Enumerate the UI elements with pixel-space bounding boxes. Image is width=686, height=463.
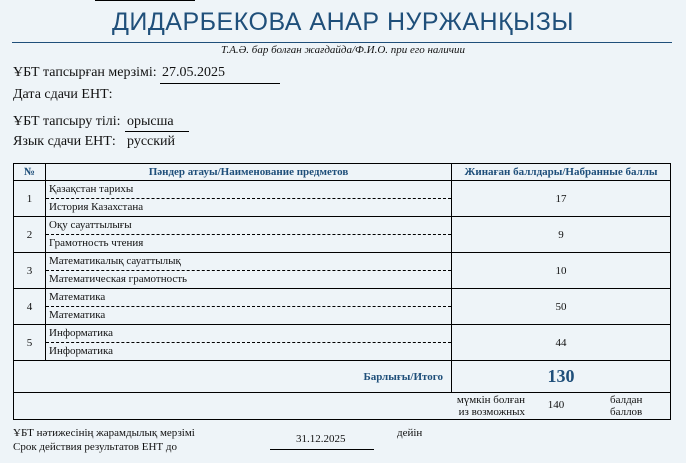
row-number: 2: [14, 217, 46, 253]
row-subject: [46, 217, 452, 253]
row-subject: [46, 325, 452, 361]
exam-language-underline: [125, 131, 189, 132]
subject-ru: Математика: [49, 309, 106, 321]
possible-unit: [610, 394, 642, 418]
subject-kz: Математика: [46, 289, 451, 307]
row-subject: [46, 289, 452, 325]
name-caption: Т.А.Ә. бар болған жағдайда/Ф.И.О. при его наличии: [221, 44, 465, 56]
exam-language-label-ru: Язык сдачи ЕНТ:: [13, 134, 116, 149]
table-header-row: [14, 164, 671, 181]
total-label: Барлығы/Итого: [14, 361, 452, 393]
table-row: [14, 289, 671, 325]
row-score: 9: [452, 217, 671, 253]
row-subject: [46, 253, 452, 289]
subject-ru: Математическая грамотность: [49, 273, 188, 285]
possible-unit-kz: балдан: [610, 394, 643, 406]
exam-date-label-ru: Дата сдачи ЕНТ:: [13, 87, 113, 102]
row-number: 1: [14, 181, 46, 217]
exam-language-value-kz: орысша: [127, 114, 174, 129]
header-scores: Жинаған баллдары/Набранные баллы: [452, 164, 671, 181]
row-number: 3: [14, 253, 46, 289]
row-number: 5: [14, 325, 46, 361]
possible-label-ru: из возможных: [458, 406, 525, 418]
possible-label-kz: мүмкін болған: [456, 394, 525, 406]
top-rule: [95, 0, 195, 1]
possible-row: [14, 393, 671, 420]
subject-ru: Грамотность чтения: [49, 237, 144, 249]
possible-unit-ru: баллов: [610, 406, 643, 418]
exam-date-underline: [160, 83, 280, 84]
grades-table: [13, 163, 671, 420]
possible-value: 140: [547, 399, 565, 411]
exam-language-label-kz: ҰБТ тапсыру тілі:: [13, 114, 121, 129]
subject-kz: Информатика: [46, 325, 451, 343]
validity-label-kz: ҰБТ нәтижесінің жарамдылық мерзімі: [13, 427, 195, 439]
student-full-name: ДИДАРБЕКОВА АНАР НУРЖАНҚЫЗЫ: [111, 8, 575, 36]
row-score: 17: [452, 181, 671, 217]
subject-kz: Математикалық сауаттылық: [46, 253, 451, 271]
row-score: 50: [452, 289, 671, 325]
validity-underline: [270, 449, 374, 450]
validity-date: 31.12.2025: [296, 433, 346, 445]
row-number: 4: [14, 289, 46, 325]
row-subject: [46, 181, 452, 217]
subject-kz: Оқу сауаттылығы: [46, 217, 451, 235]
total-row: [14, 361, 671, 393]
exam-date-label-kz: ҰБТ тапсырған мерзімі:: [13, 65, 157, 80]
header-subjects: Пәндер атауы/Наименование предметов: [46, 164, 452, 181]
possible-cell: [14, 393, 671, 420]
table-row: [14, 181, 671, 217]
exam-date-value: 27.05.2025: [162, 65, 225, 80]
table-row: [14, 325, 671, 361]
subject-kz: Қазақстан тарихы: [46, 181, 451, 199]
row-score: 10: [452, 253, 671, 289]
subject-ru: История Казахстана: [49, 201, 144, 213]
subject-ru: Информатика: [49, 345, 114, 357]
validity-suffix: дейін: [397, 427, 423, 439]
name-underline: [12, 42, 672, 43]
row-score: 44: [452, 325, 671, 361]
exam-language-value-ru: русский: [127, 134, 176, 149]
table-row: [14, 253, 671, 289]
possible-label: [419, 394, 525, 418]
validity-label-ru: Срок действия результатов ЕНТ до: [13, 441, 177, 453]
table-row: [14, 217, 671, 253]
header-number: №: [14, 164, 46, 181]
total-value: 130: [452, 361, 671, 393]
